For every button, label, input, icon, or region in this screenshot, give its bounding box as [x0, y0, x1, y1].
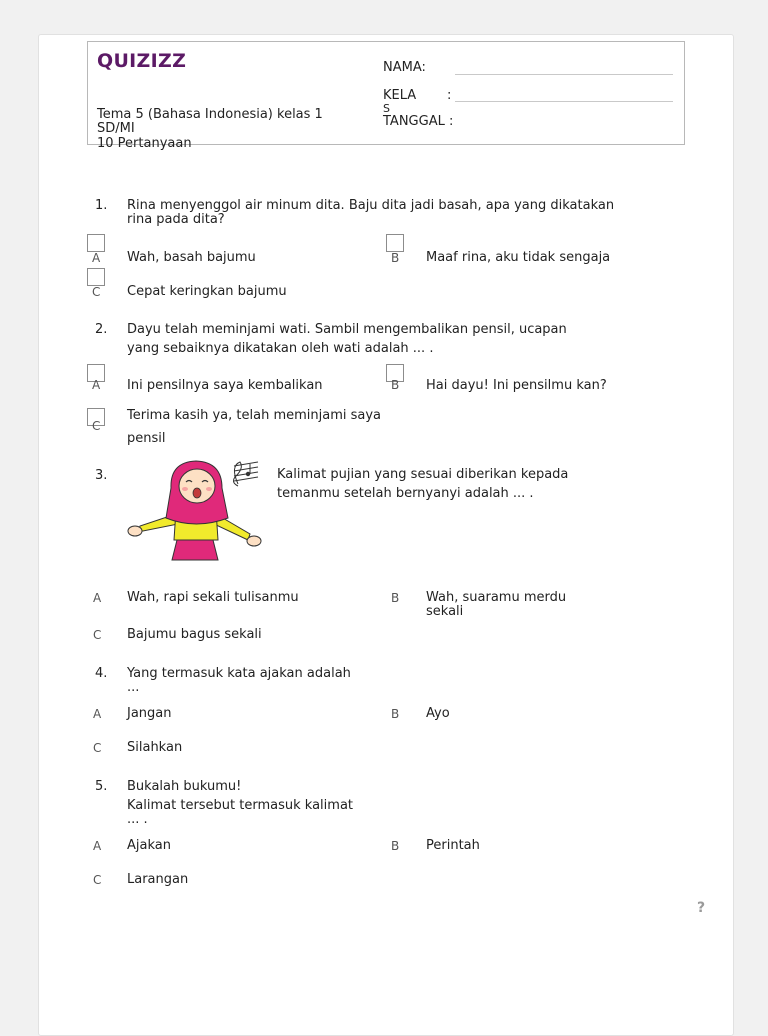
- date-label: TANGGAL :: [383, 114, 454, 129]
- question-text: temanmu setelah bernyanyi adalah ... .: [277, 486, 534, 501]
- question-text: Yang termasuk kata ajakan adalah: [127, 666, 351, 681]
- option-text[interactable]: Hai dayu! Ini pensilmu kan?: [426, 378, 607, 393]
- option-letter: A: [93, 591, 102, 605]
- option-text[interactable]: sekali: [426, 604, 464, 619]
- option-letter: A: [92, 251, 101, 265]
- option-letter: B: [391, 591, 400, 605]
- option-letter: C: [92, 285, 101, 299]
- question-text: yang sebaiknya dikatakan oleh wati adalah ... .: [127, 341, 434, 356]
- option-letter: B: [391, 251, 400, 265]
- option-letter: B: [391, 839, 400, 853]
- question-text: rina pada dita?: [127, 212, 225, 227]
- answer-checkbox[interactable]: [386, 234, 404, 252]
- option-letter: C: [93, 628, 102, 642]
- option-letter: C: [93, 873, 102, 887]
- option-text[interactable]: Silahkan: [127, 740, 183, 755]
- option-text[interactable]: Wah, basah bajumu: [127, 250, 256, 265]
- option-text[interactable]: Ayo: [426, 706, 450, 721]
- quizizz-logo: [97, 50, 186, 72]
- question-number: 2.: [95, 322, 108, 337]
- option-letter: B: [391, 707, 400, 721]
- option-text[interactable]: Cepat keringkan bajumu: [127, 284, 287, 299]
- option-letter: C: [92, 419, 101, 433]
- question-text: Rina menyenggol air minum dita. Baju dita jadi basah, apa yang dikatakan: [127, 198, 615, 213]
- question-text: Kalimat tersebut termasuk kalimat: [127, 798, 354, 813]
- question-number: 1.: [95, 198, 108, 213]
- theme-title: Tema 5 (Bahasa Indonesia) kelas 1: [97, 107, 323, 122]
- option-text[interactable]: Wah, rapi sekali tulisanmu: [127, 590, 299, 605]
- option-letter: B: [391, 378, 400, 392]
- class-line[interactable]: [455, 101, 673, 102]
- help-question-icon[interactable]: ?: [697, 900, 706, 916]
- question-number: 3.: [95, 468, 108, 483]
- class-colon: :: [447, 88, 452, 103]
- question-count: 10 Pertanyaan: [97, 136, 192, 151]
- question-text: Bukalah bukumu!: [127, 779, 242, 794]
- singing-girl-illustration: [126, 456, 262, 562]
- class-label-cont: S: [383, 102, 390, 115]
- option-text[interactable]: Ini pensilnya saya kembalikan: [127, 378, 323, 393]
- option-text[interactable]: Ajakan: [127, 838, 171, 853]
- option-text[interactable]: Jangan: [127, 706, 172, 721]
- class-level: SD/MI: [97, 121, 135, 136]
- question-number: 5.: [95, 779, 108, 794]
- option-text[interactable]: pensil: [127, 431, 166, 446]
- logo-text: QUIZIZZ: [97, 50, 187, 72]
- option-letter: A: [92, 378, 101, 392]
- option-text[interactable]: Larangan: [127, 872, 189, 887]
- option-letter: C: [93, 741, 102, 755]
- option-text[interactable]: Bajumu bagus sekali: [127, 627, 262, 642]
- option-text[interactable]: Perintah: [426, 838, 480, 853]
- option-letter: A: [93, 707, 102, 721]
- question-number: 4.: [95, 666, 108, 681]
- option-text[interactable]: Wah, suaramu merdu: [426, 590, 567, 605]
- question-text: Dayu telah meminjami wati. Sambil mengembalikan pensil, ucapan: [127, 322, 567, 337]
- answer-checkbox[interactable]: [87, 234, 105, 252]
- option-text[interactable]: Maaf rina, aku tidak sengaja: [426, 250, 611, 265]
- question-text: ... .: [127, 812, 148, 827]
- class-label: KELA: [383, 88, 417, 103]
- question-text: Kalimat pujian yang sesuai diberikan kepada: [277, 467, 569, 482]
- answer-checkbox[interactable]: [87, 268, 105, 286]
- question-text: ...: [127, 680, 140, 695]
- option-letter: A: [93, 839, 102, 853]
- name-line[interactable]: [455, 74, 673, 75]
- option-text[interactable]: Terima kasih ya, telah meminjami saya: [127, 408, 382, 423]
- name-label: NAMA:: [383, 60, 426, 75]
